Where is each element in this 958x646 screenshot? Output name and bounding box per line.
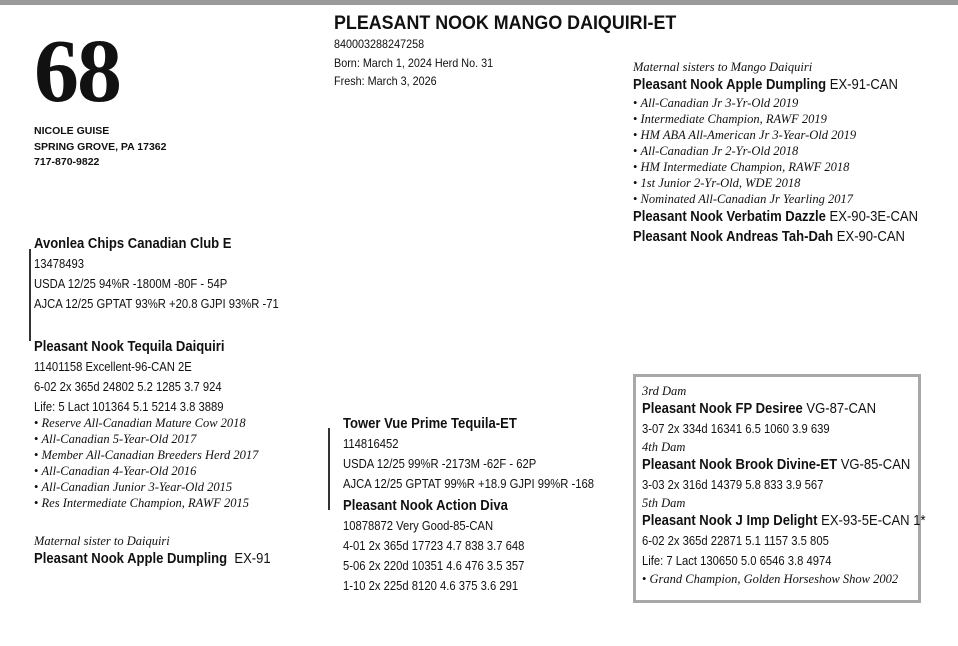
fifth-dam-label: 5th Dam [642,496,686,510]
dam-sister-line [34,549,271,569]
dam-sister-name: Pleasant Nook Apple Dumpling [34,551,228,567]
fourth-dam-line [642,455,926,475]
sister-apple-name: Pleasant Nook Apple Dumpling [633,77,827,93]
grandsire-ajca: AJCA 12/25 GPTAT 99%R +18.9 GJPI 99%R -168 [343,477,595,491]
sire-ajca: AJCA 12/25 GPTAT 93%R +20.8 GJPI 93%R -71 [34,297,279,311]
animal-born: Born: March 1, 2024 Herd No. 31 [334,56,494,70]
third-dam-class: VG-87-CAN [806,401,877,417]
dam-sister-block [34,533,297,569]
third-dam-name: Pleasant Nook FP Desiree [642,401,803,417]
consignor-block [34,124,166,171]
dam-sister-label: Maternal sister to Daiquiri [34,534,170,548]
fourth-dam-record: 3-03 2x 316d 14379 5.8 833 3.9 567 [642,478,824,492]
grandsire-name: Tower Vue Prime Tequila-ET [343,416,517,432]
grandsire-registration: 114816452 [343,437,399,451]
sister-honor: • Intermediate Champion, RAWF 2019 [633,111,950,127]
fifth-dam-honor: • Grand Champion, Golden Horseshow Show 2002 [642,571,957,587]
sister-honor: • All-Canadian Jr 2-Yr-Old 2018 [633,143,950,159]
dam-record: 6-02 2x 365d 24802 5.2 1285 3.7 924 [34,380,222,394]
sister-andreas-name: Pleasant Nook Andreas Tah-Dah [633,229,834,245]
sister-honor: • Nominated All-Canadian Jr Yearling 2017 [633,191,950,207]
granddam-record: 1-10 2x 225d 8120 4.6 375 3.6 291 [343,579,519,593]
sire-registration: 13478493 [34,257,85,271]
fifth-dam-name: Pleasant Nook J Imp Delight [642,513,818,529]
granddam-name: Pleasant Nook Action Diva [343,498,508,514]
consignor-address: SPRING GROVE, PA 17362 [34,140,167,153]
sister-apple-line [633,75,918,95]
dam-honor: • Member All-Canadian Breeders Herd 2017 [34,447,258,463]
sister-honor: • 1st Junior 2-Yr-Old, WDE 2018 [633,175,950,191]
granddam-registration: 10878872 Very Good-85-CAN [343,519,494,533]
third-dam-line [642,399,926,419]
dam-sister-class: EX-91 [234,551,271,567]
dams-box-content [642,383,957,587]
sister-verbatim-line [633,207,918,227]
dam-registration: 11401158 Excellent-96-CAN 2E [34,360,192,374]
sire-name: Avonlea Chips Canadian Club E [34,236,232,252]
sister-honor: • HM ABA All-American Jr 3-Year-Old 2019 [633,127,950,143]
sister-honor: • HM Intermediate Champion, RAWF 2018 [633,159,950,175]
consignor-phone: 717-870-9822 [34,156,100,168]
sire-bracket [29,249,31,341]
dam-honor: • All-Canadian 4-Year-Old 2016 [34,463,258,479]
dam-honor: • Res Intermediate Champion, RAWF 2015 [34,495,258,511]
dam-name: Pleasant Nook Tequila Daiquiri [34,339,225,355]
sister-verbatim-class: EX-90-3E-CAN [829,209,919,225]
fifth-dam-honors [642,571,957,587]
sister-honor: • All-Canadian Jr 3-Yr-Old 2019 [633,95,950,111]
third-dam-label: 3rd Dam [642,384,687,398]
grandsire-usda: USDA 12/25 99%R -2173M -62F - 62P [343,457,537,471]
sire-block [34,234,306,314]
dam-honor: • All-Canadian 5-Year-Old 2017 [34,431,258,447]
grandsire-block [343,414,622,494]
sister-apple-honors [633,95,950,207]
fourth-dam-class: VG-85-CAN [840,457,911,473]
fifth-dam-life: Life: 7 Lact 130650 5.0 6546 3.8 4974 [642,554,832,568]
sister-apple-class: EX-91-CAN [829,77,898,93]
maternal-sisters-block [633,59,950,247]
fourth-dam-label: 4th Dam [642,440,686,454]
sister-verbatim-name: Pleasant Nook Verbatim Dazzle [633,209,826,225]
animal-registration: 840003288247258 [334,37,425,51]
fifth-dam-record: 6-02 2x 365d 22871 5.1 1157 3.5 805 [642,534,829,548]
fifth-dam-line [642,511,926,531]
granddam-bracket [328,428,330,510]
granddam-record: 4-01 2x 365d 17723 4.7 838 3.7 648 [343,539,525,553]
consignor-name: NICOLE GUISE [34,125,110,137]
top-rule [0,0,958,5]
dams-box [633,374,926,603]
dam-honors [34,415,258,511]
dam-honor: • All-Canadian Junior 3-Year-Old 2015 [34,479,258,495]
sire-usda: USDA 12/25 94%R -1800M -80F - 54P [34,277,228,291]
dam-life: Life: 5 Lact 101364 5.1 5214 3.8 3889 [34,400,224,414]
dam-block [34,337,258,511]
animal-fresh: Fresh: March 3, 2026 [334,74,437,88]
dam-honor: • Reserve All-Canadian Mature Cow 2018 [34,415,258,431]
sister-andreas-class: EX-90-CAN [836,229,905,245]
fourth-dam-name: Pleasant Nook Brook Divine-ET [642,457,838,473]
third-dam-record: 3-07 2x 334d 16341 6.5 1060 3.9 639 [642,422,830,436]
fifth-dam-class: EX-93-5E-CAN 1* [821,513,926,529]
lot-number: 68 [34,22,120,121]
animal-name: PLEASANT NOOK MANGO DAIQUIRI-ET [334,13,677,34]
maternal-sisters-label: Maternal sisters to Mango Daiquiri [633,60,813,74]
granddam-record: 5-06 2x 220d 10351 4.6 476 3.5 357 [343,559,525,573]
sister-andreas-line [633,227,918,247]
granddam-block [343,496,545,596]
